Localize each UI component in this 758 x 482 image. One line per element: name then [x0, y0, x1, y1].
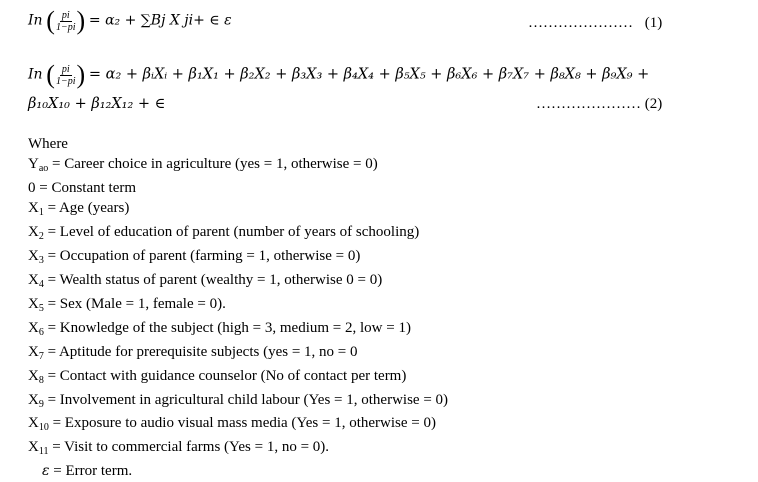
variable-subscript: 10 [38, 422, 49, 434]
variable-description: = Occupation of parent (farming = 1, otherwise = 0) [43, 247, 361, 264]
variable-symbol: X [28, 415, 39, 432]
variable-symbol: X [28, 367, 39, 384]
variable-definition [28, 247, 448, 271]
variable-symbol: X [28, 271, 39, 288]
equation-1: In ( $\frac{pi}{1-pi}$ ) = α₂ + ∑Bj X ji+ ∈ ε [28, 6, 232, 35]
where-label: Where [28, 136, 68, 152]
variable-definition [28, 223, 448, 247]
variable-definition [28, 438, 448, 462]
variable-description: = Age (years) [43, 199, 130, 216]
equation-1-leader: ………………… (1) [528, 15, 663, 31]
equation-2-line-2: β₁₀X₁₀ + β₁₂X₁₂ + ∈ [28, 96, 166, 112]
variable-definition [28, 295, 448, 319]
variable-description: = Exposure to audio visual mass media (Yes = 1, otherwise = 0) [48, 415, 436, 432]
error-symbol: ε [42, 463, 50, 480]
variable-definition [28, 414, 448, 438]
variable-symbol: X [28, 295, 39, 312]
variable-definition [28, 271, 448, 295]
equation-1-number: (1) [644, 15, 663, 31]
variable-description: = Contact with guidance counselor (No of contact per term) [43, 367, 407, 384]
variable-description: = Aptitude for prerequisite subjects (yes = 1, no = 0 [43, 343, 358, 360]
variable-symbol: X [28, 319, 39, 336]
equation-1-rhs: = α₂ + ∑Bj X ji+ ∈ ε [88, 12, 232, 29]
variable-definition [28, 319, 448, 343]
variable-list [28, 155, 448, 482]
variable-symbol: X [28, 247, 39, 264]
variable-symbol: X [28, 199, 39, 216]
variable-subscript: 1 [38, 206, 44, 218]
variable-subscript: 6 [38, 326, 44, 338]
variable-definition [28, 367, 448, 391]
variable-symbol: X [28, 439, 39, 456]
variable-description: = Wealth status of parent (wealthy = 1, otherwise 0 = 0) [43, 271, 383, 288]
variable-subscript: 2 [38, 230, 44, 242]
fraction: $\frac{pi}{1-pi}$ [55, 9, 76, 33]
variable-description: = Involvement in agricultural child labour (Yes = 1, otherwise = 0) [43, 391, 449, 408]
variable-description: = Level of education of parent (number of years of schooling) [43, 223, 420, 240]
variable-description: = Visit to commercial farms (Yes = 1, no = 0). [48, 439, 330, 456]
ln-operator: In [28, 66, 43, 83]
variable-subscript: 9 [38, 398, 44, 410]
variable-symbol: X [28, 223, 39, 240]
variable-symbol: X [28, 343, 39, 360]
variable-definition [28, 343, 448, 367]
variable-subscript: 8 [38, 374, 44, 386]
variable-subscript: 7 [38, 350, 44, 362]
equation-2: In ( $\frac{pi}{1-pi}$ ) = α₂ + βᵢXᵢ + β₁X₁ + β₂X₂ + β₃X₃ + β₄X₄ + β₅X₅ + β₆X₆ + β₇X₇ + β₈X₈ + β₉X₉ + [28, 60, 650, 89]
variable-symbol: 0 [28, 179, 36, 196]
fraction: $\frac{pi}{1-pi}$ [55, 63, 76, 87]
error-description: = Error term. [49, 463, 133, 480]
error-term-definition [28, 462, 448, 482]
variable-subscript: 5 [38, 302, 44, 314]
equation-2-leader: ………………… (2) [536, 96, 663, 112]
variable-symbol: X [28, 391, 39, 408]
variable-definition [28, 391, 448, 415]
variable-description: = Knowledge of the subject (high = 3, medium = 2, low = 1) [43, 319, 411, 336]
variable-definition [28, 199, 448, 223]
variable-definition [28, 179, 448, 199]
variable-description: = Sex (Male = 1, female = 0). [43, 295, 226, 312]
variable-subscript: 4 [38, 278, 44, 290]
variable-description: = Career choice in agriculture (yes = 1, otherwise = 0) [48, 156, 378, 172]
variable-description: = Constant term [35, 179, 137, 196]
variable-subscript: ao [38, 163, 49, 174]
variable-subscript: 3 [38, 254, 44, 266]
equation-2-number: (2) [644, 96, 663, 112]
equation-2-line-1: = α₂ + βᵢXᵢ + β₁X₁ + β₂X₂ + β₃X₃ + β₄X₄ + β₅X₅ + β₆X₆ + β₇X₇ + β₈X₈ + β₉X₉ + [88, 66, 650, 83]
ln-operator: In [28, 12, 43, 29]
variable-symbol: Y [28, 156, 39, 172]
variable-definition [28, 155, 448, 179]
variable-subscript: 11 [38, 446, 49, 458]
